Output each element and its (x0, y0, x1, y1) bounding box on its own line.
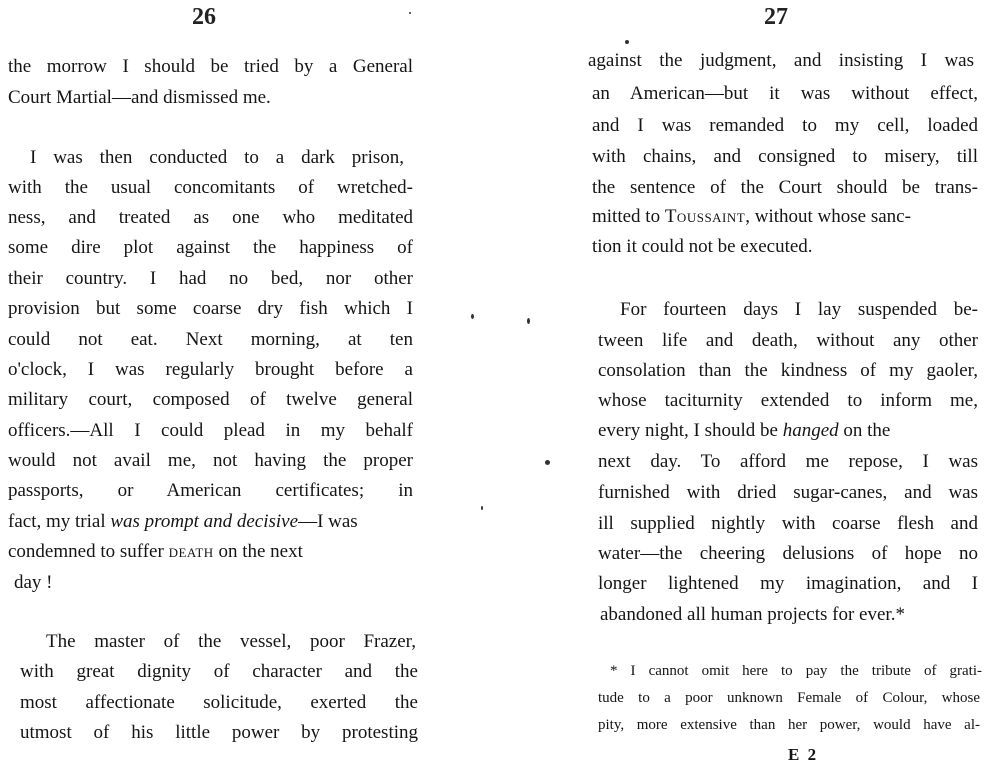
footnote-line: pity, more extensive than her power, would have al- (598, 717, 980, 733)
text-line: The master of the vessel, poor Frazer, (46, 631, 416, 652)
text-segment: on the next (213, 541, 303, 562)
text-line (8, 541, 413, 563)
text-line: whose taciturnity extended to inform me, (598, 390, 978, 411)
ink-speck (625, 40, 629, 44)
text-line: I was then conducted to a dark prison, (30, 147, 404, 168)
text-segment: —I was (298, 511, 358, 532)
text-segment: mitted to (592, 206, 665, 227)
text-line: with great dignity of character and the (20, 661, 418, 682)
text-line: against the judgment, and insisting I was (588, 50, 974, 71)
text-line: longer lightened my imagination, and I (598, 573, 978, 594)
text-segment: every night, I should be (598, 420, 783, 441)
text-line: military court, composed of twelve general (8, 389, 413, 410)
text-line: and I was remanded to my cell, loaded (592, 115, 978, 136)
text-line: tween life and death, without any other (598, 330, 978, 351)
left-page-number: 26 (192, 4, 216, 30)
text-line: ill supplied nightly with coarse flesh and (598, 513, 978, 534)
text-line: with chains, and consigned to misery, till (592, 146, 978, 167)
right-page (540, 0, 1000, 770)
ink-speck (545, 460, 550, 465)
text-line: with the usual concomitants of wretched- (8, 177, 413, 198)
text-line: abandoned all human projects for ever.* (600, 604, 905, 625)
text-segment: , without whose sanc- (745, 206, 911, 227)
text-line: the sentence of the Court should be trans- (592, 177, 978, 198)
ink-speck (409, 12, 411, 14)
signature-mark: E 2 (788, 745, 819, 764)
text-line (598, 420, 978, 442)
text-line: water—the cheering delusions of hope no (598, 543, 978, 564)
smallcaps-name: Toussaint (664, 206, 746, 227)
text-line: would not avail me, not having the proper (8, 450, 413, 471)
right-page-number: 27 (764, 4, 788, 30)
text-segment: condemned to suffer (8, 541, 169, 562)
italic-word: hanged (782, 420, 839, 441)
text-line: consolation than the kindness of my gaoler, (598, 360, 978, 381)
text-line: next day. To afford me repose, I was (598, 451, 978, 472)
text-line: passports, or American certificates; in (8, 480, 413, 501)
text-line: the morrow I should be tried by a General (8, 56, 413, 77)
text-line: ness, and treated as one who meditated (8, 207, 413, 228)
text-line: o'clock, I was regularly brought before a (8, 359, 413, 380)
ink-speck (527, 318, 530, 324)
text-segment: fact, my trial (8, 511, 111, 532)
text-line: Court Martial—and dismissed me. (8, 87, 271, 108)
text-line: some dire plot against the happiness of (8, 237, 413, 258)
left-page (0, 0, 460, 770)
footnote-line: * I cannot omit here to pay the tribute of grati- (610, 663, 982, 679)
text-line: tion it could not be executed. (592, 236, 813, 257)
italic-phrase: was prompt and decisive (110, 511, 299, 532)
text-segment: on the (838, 420, 891, 441)
text-line: day ! (14, 572, 53, 593)
ink-speck (481, 506, 483, 510)
text-line: For fourteen days I lay suspended be- (620, 299, 978, 320)
text-line: most affectionate solicitude, exerted the (20, 692, 418, 713)
text-line: officers.—All I could plead in my behalf (8, 420, 413, 441)
ink-speck (471, 314, 474, 319)
footnote-line: tude to a poor unknown Female of Colour, whose (598, 690, 980, 706)
text-line (592, 206, 978, 228)
smallcaps-word: death (168, 541, 214, 562)
text-line: provision but some coarse dry fish which I (8, 298, 413, 319)
text-line: utmost of his little power by protesting (20, 722, 418, 743)
text-line: an American—but it was without effect, (592, 83, 978, 104)
text-line (8, 511, 413, 533)
text-line: furnished with dried sugar-canes, and was (598, 482, 978, 503)
text-line: could not eat. Next morning, at ten (8, 329, 413, 350)
text-line: their country. I had no bed, nor other (8, 268, 413, 289)
